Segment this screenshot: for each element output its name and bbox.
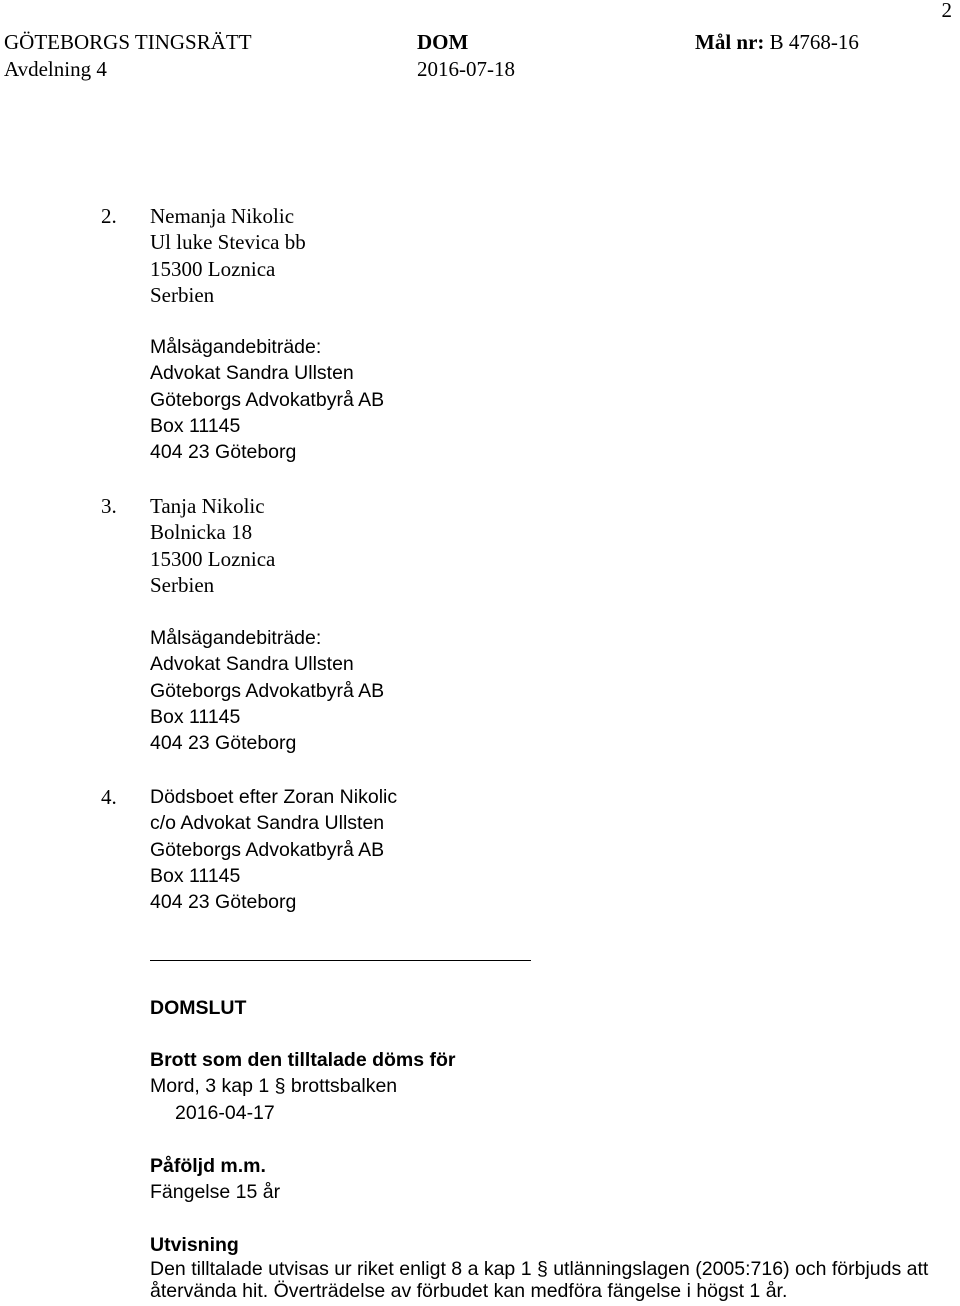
- domslut-heading: DOMSLUT: [150, 997, 247, 1019]
- address-line: Box 11145: [150, 864, 241, 887]
- counsel-line: 404 23 Göteborg: [150, 441, 297, 464]
- crime-text: Mord, 3 kap 1 § brottsbalken: [150, 1075, 398, 1097]
- penalty-text: Fängelse 15 år: [150, 1181, 281, 1203]
- party-name: Dödsboet efter Zoran Nikolic: [150, 786, 398, 808]
- address-line: Ul luke Stevica bb: [150, 230, 306, 255]
- party-address: [150, 493, 275, 598]
- address-line: 15300 Loznica: [150, 256, 276, 281]
- counsel-line: Box 11145: [150, 414, 241, 437]
- document-type: DOM: [417, 30, 469, 54]
- party-number: 3.: [101, 494, 117, 518]
- party-number: 4.: [101, 785, 117, 809]
- party-number: 2.: [101, 204, 117, 228]
- separator-line: [150, 960, 531, 961]
- expulsion-text: [150, 1258, 928, 1302]
- address-line: 404 23 Göteborg: [150, 891, 297, 914]
- party-name: Nemanja Nikolic: [150, 204, 295, 228]
- expulsion-line: återvända hit. Överträdelse av förbudet kan medföra fängelse i högst 1 år.: [150, 1280, 788, 1302]
- counsel-line: Advokat Sandra Ullsten: [150, 653, 354, 676]
- party-address: [150, 203, 306, 308]
- counsel-line: 404 23 Göteborg: [150, 732, 297, 755]
- court-name: GÖTEBORGS TINGSRÄTT: [4, 30, 252, 54]
- case-number-value: B 4768-16: [769, 30, 859, 54]
- document-date: 2016-07-18: [417, 57, 515, 81]
- party-address: [150, 784, 397, 915]
- counsel-line: Advokat Sandra Ullsten: [150, 362, 354, 385]
- counsel-block: [150, 625, 384, 756]
- expulsion-heading: Utvisning: [150, 1234, 239, 1256]
- counsel-line: Box 11145: [150, 705, 241, 728]
- case-number: [695, 29, 859, 55]
- party-name: Tanja Nikolic: [150, 494, 265, 518]
- counsel-line: Göteborgs Advokatbyrå AB: [150, 388, 385, 411]
- expulsion-line: Den tilltalade utvisas ur riket enligt 8 a kap 1 § utlänningslagen (2005:716) och förbjuds att: [150, 1258, 929, 1280]
- address-line: 15300 Loznica: [150, 546, 276, 571]
- address-line: Bolnicka 18: [150, 520, 253, 545]
- counsel-line: Göteborgs Advokatbyrå AB: [150, 679, 385, 702]
- address-line: Göteborgs Advokatbyrå AB: [150, 838, 385, 861]
- counsel-label: Målsägandebiträde:: [150, 336, 322, 358]
- division: Avdelning 4: [4, 57, 107, 81]
- crime-heading: Brott som den tilltalade döms för: [150, 1049, 456, 1071]
- address-line: Serbien: [150, 572, 215, 597]
- address-line: Serbien: [150, 282, 215, 307]
- page-number: 2: [941, 0, 952, 22]
- penalty-heading: Påföljd m.m.: [150, 1155, 266, 1177]
- crime-date: 2016-04-17: [175, 1102, 275, 1124]
- address-line: c/o Advokat Sandra Ullsten: [150, 812, 385, 835]
- case-number-label: Mål nr:: [695, 30, 765, 54]
- counsel-label: Målsägandebiträde:: [150, 627, 322, 649]
- counsel-block: [150, 334, 384, 465]
